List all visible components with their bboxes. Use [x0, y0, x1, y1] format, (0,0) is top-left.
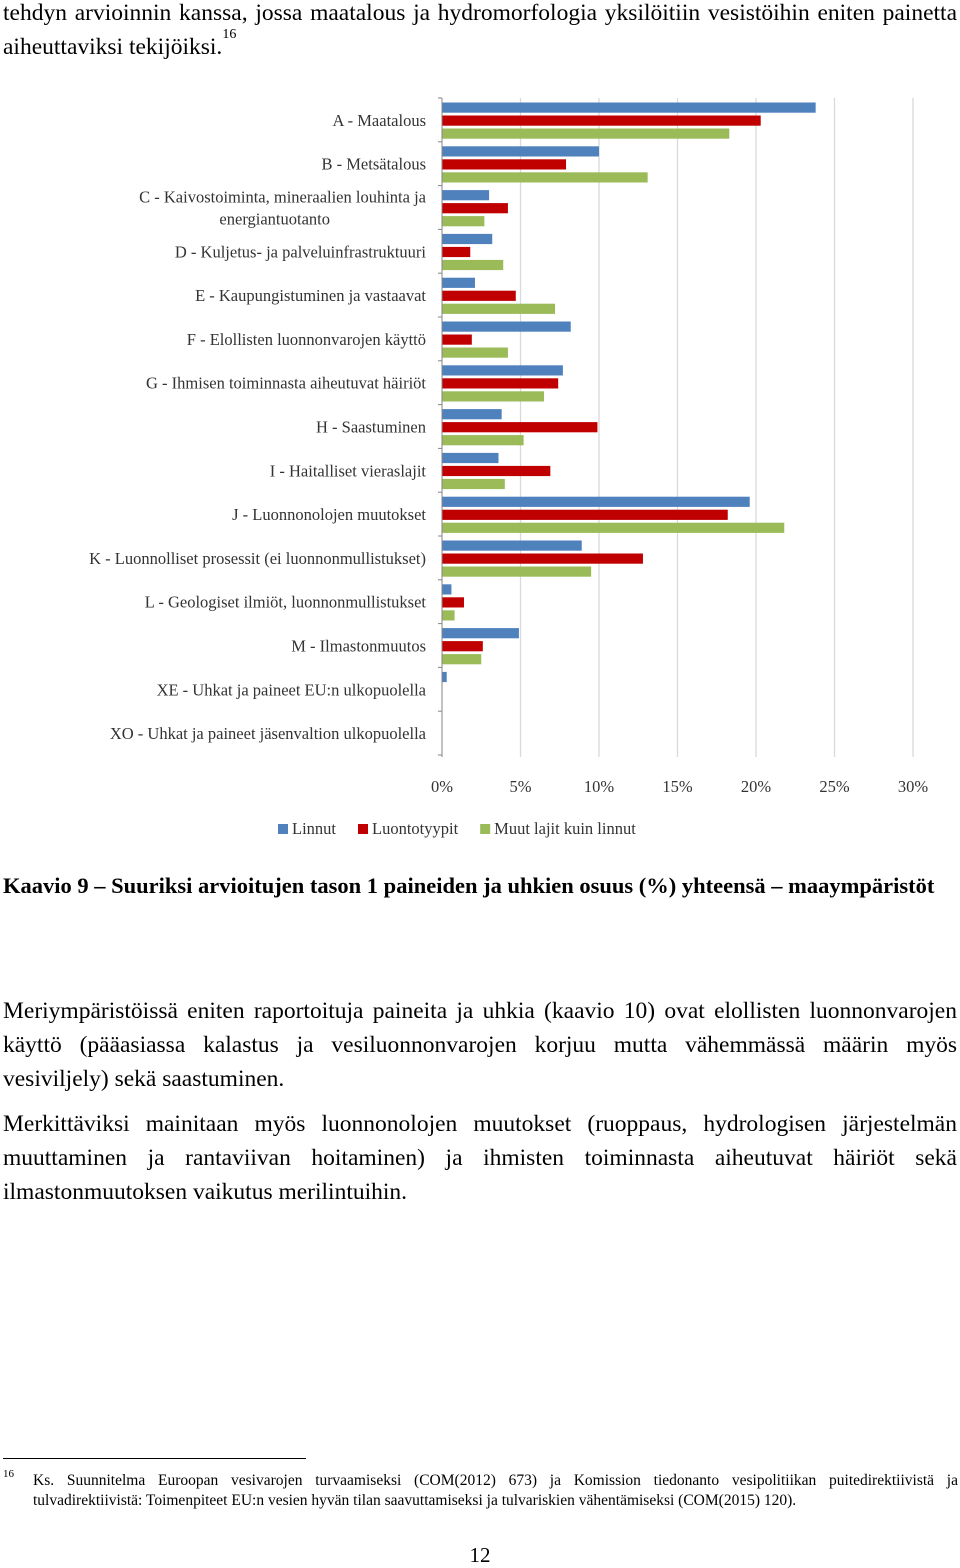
legend-label: Luontotyypit	[372, 819, 459, 838]
bar-muut-lajit-kuin-linnut-7	[442, 435, 524, 445]
category-label: E - Kaupungistuminen ja vastaavat	[195, 286, 426, 306]
footnote-divider	[3, 1458, 306, 1459]
category-label: F - Elollisten luonnonvarojen käyttö	[186, 329, 426, 349]
bar-luontotyypit-8	[442, 466, 550, 476]
category-label: G - Ihmisen toiminnasta aiheutuvat häiriöt	[146, 373, 426, 393]
bar-linnut-12	[442, 628, 519, 638]
category-label: J - Luonnonolojen muutokset	[232, 505, 426, 525]
bar-linnut-10	[442, 541, 582, 551]
bar-muut-lajit-kuin-linnut-6	[442, 391, 544, 401]
x-tick-label: 10%	[583, 777, 615, 796]
bar-linnut-11	[442, 584, 451, 594]
bar-muut-lajit-kuin-linnut-9	[442, 523, 784, 533]
legend-swatch-luontotyypit	[358, 824, 368, 834]
legend-swatch-muut-lajit-kuin-linnut	[480, 824, 490, 834]
footnote-text: Ks. Suunnitelma Euroopan vesivarojen turvaamiseksi (COM(2012) 673) ja Komission tiedonanto vesipolitiikan puitedirektiivistä ja tulvadirektiivistä: Toimenpiteet EU:n vesien hyvän tilan saavuttamiseksi ja tulvariskien vähentämiseksi (COM(2015) 120).	[33, 1472, 958, 1509]
bar-muut-lajit-kuin-linnut-11	[442, 610, 455, 620]
x-tick-label: 5%	[509, 777, 532, 796]
bar-luontotyypit-0	[442, 116, 761, 126]
chart-caption: Kaavio 9 – Suuriksi arvioitujen tason 1 paineiden ja uhkien osuus (%) yhteensä – maaympäristöt	[3, 873, 935, 898]
x-tick-label: 30%	[897, 777, 929, 796]
bar-muut-lajit-kuin-linnut-0	[442, 129, 729, 139]
legend-label: Muut lajit kuin linnut	[494, 819, 636, 838]
bar-linnut-8	[442, 453, 499, 463]
bar-muut-lajit-kuin-linnut-3	[442, 260, 503, 270]
category-label: XO - Uhkat ja paineet jäsenvaltion ulkopuolella	[109, 724, 426, 744]
bar-linnut-13	[442, 672, 447, 682]
bar-linnut-4	[442, 278, 475, 288]
bar-muut-lajit-kuin-linnut-2	[442, 216, 484, 226]
bar-muut-lajit-kuin-linnut-10	[442, 567, 591, 577]
intro-paragraph	[3, 0, 957, 64]
category-label: M - Ilmastonmuutos	[291, 636, 426, 656]
body-paragraph-1: Meriympäristöissä eniten raportoituja paineita ja uhkia (kaavio 10) ovat elollisten luonnonvarojen käyttö (pääasiassa kalastus ja vesiluonnonvarojen korjuu mutta vähemmässä määrin myös vesiviljely) sekä saastuminen.	[3, 998, 957, 1092]
bar-luontotyypit-10	[442, 554, 643, 564]
body-paragraph-2: Merkittäviksi mainitaan myös luonnonolojen muutokset (ruoppaus, hydrologisen järjestelmän muuttaminen ja rantaviivan hoitaminen) ja ihmisten toiminnasta aiheutuvat häiriöt sekä ilmastonmuutoksen vaikutus merilintuihin.	[3, 1111, 957, 1205]
intro-text: tehdyn arvioinnin kanssa, jossa maatalous ja hydromorfologia yksilöitiin vesistöihin eniten painetta aiheuttaviksi tekijöiksi.	[3, 0, 957, 60]
category-label: L - Geologiset ilmiöt, luonnonmullistukset	[144, 592, 426, 612]
bar-luontotyypit-11	[442, 597, 464, 607]
bar-linnut-6	[442, 365, 563, 375]
bar-muut-lajit-kuin-linnut-4	[442, 304, 555, 314]
footnote-ref: 16	[222, 27, 237, 42]
bar-luontotyypit-4	[442, 291, 516, 301]
bar-linnut-3	[442, 234, 492, 244]
bar-luontotyypit-6	[442, 378, 558, 388]
bar-muut-lajit-kuin-linnut-5	[442, 348, 508, 358]
x-tick-label: 20%	[740, 777, 772, 796]
bar-linnut-0	[442, 103, 816, 113]
x-tick-label: 25%	[819, 777, 850, 796]
bar-luontotyypit-1	[442, 159, 566, 169]
bar-luontotyypit-9	[442, 510, 728, 520]
bar-muut-lajit-kuin-linnut-8	[442, 479, 505, 489]
bar-luontotyypit-7	[442, 422, 597, 432]
bar-luontotyypit-12	[442, 641, 483, 651]
footnote-number: 16	[3, 1468, 14, 1480]
legend-swatch-linnut	[278, 824, 288, 834]
category-label: XE - Uhkat ja paineet EU:n ulkopuolella	[156, 680, 426, 700]
bar-linnut-2	[442, 190, 489, 200]
bar-linnut-7	[442, 409, 502, 419]
bar-luontotyypit-2	[442, 203, 508, 213]
x-tick-label: 15%	[662, 777, 693, 796]
legend-label: Linnut	[292, 819, 336, 838]
category-label: energiantuotanto	[219, 209, 330, 229]
category-label: B - Metsätalous	[321, 154, 426, 174]
bar-linnut-5	[442, 322, 571, 332]
page-number: 12	[469, 1543, 491, 1567]
category-label: C - Kaivostoiminta, mineraalien louhinta ja	[139, 187, 426, 207]
category-label: D - Kuljetus- ja palveluinfrastruktuuri	[174, 242, 426, 262]
category-label: H - Saastuminen	[316, 417, 426, 437]
category-label: K - Luonnolliset prosessit (ei luonnonmullistukset)	[89, 548, 426, 568]
category-label: A - Maatalous	[332, 110, 426, 130]
bar-linnut-1	[442, 146, 599, 156]
category-label: I - Haitalliset vieraslajit	[269, 461, 426, 481]
bar-linnut-9	[442, 497, 750, 507]
x-tick-label: 0%	[431, 777, 453, 796]
bar-chart	[0, 90, 960, 860]
bar-muut-lajit-kuin-linnut-1	[442, 172, 648, 182]
bar-muut-lajit-kuin-linnut-12	[442, 654, 481, 664]
bar-luontotyypit-5	[442, 335, 472, 345]
bar-luontotyypit-3	[442, 247, 470, 257]
